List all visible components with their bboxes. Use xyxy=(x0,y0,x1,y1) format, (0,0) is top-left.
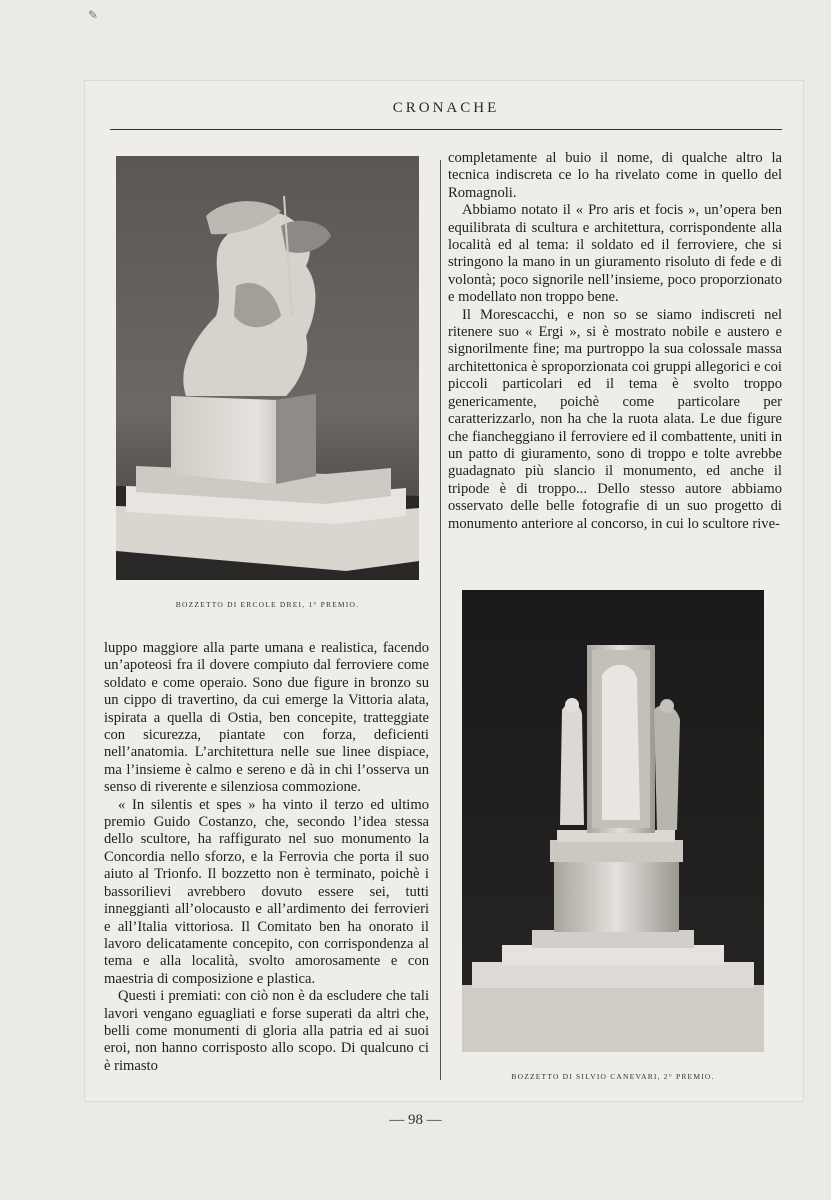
paragraph: completamente al buio il nome, di qualche altro la tecnica indiscreta ce lo ha rivelato come in quello del Romagnoli. xyxy=(448,150,782,201)
paragraph: Il Morescacchi, e non so se siamo indiscreti nel ritenere suo « Ergi », si è mostrato nobile e austero e signorilmente fine; ma purtroppo la sua colossale massa architettonica è sproporzionata coi gruppi allegorici e coi piccoli particolari ed il tema è svolto troppo genericamente, poichè come particolare per caratterizzarlo, non ha che la ruota alata. Le due figure che fiancheggiano il ferroviere ed il combattente, uniti in un patto di giuramento, sono di troppo e tolte avrebbe guadagnato più slancio il monumento, ed anche il tripode è di troppo... Dello stesso autore abbiamo osservato delle belle fotografie di un suo progetto di monumento anteriore al concorso, in cui lo scultore rive- xyxy=(448,306,782,532)
corner-mark-icon: ✎ xyxy=(88,8,99,22)
page-number: — 98 — xyxy=(389,1112,442,1128)
figure-canevari-caption: BOZZETTO DI SILVIO CANEVARI, 2° PREMIO. xyxy=(511,1072,715,1081)
left-column-text xyxy=(104,640,429,1075)
paragraph: « In silentis et spes » ha vinto il terzo ed ultimo premio Guido Costanzo, che, secondo l’idea stessa dello scultore, ha raffigurato nel suo monumento la Concordia nello sforzo, e la Ferrovia che porta il suo aiuto al Trionfo. Il bozzetto non è terminato, poichè i bassorilievi avrebbero dovuto essere sei, tutti inneggianti all’olocausto e all’ardimento dei ferrovieri e all’Italia vittoriosa. Il Comitato ben ha onorato il lavoro delicatamente concepito, con corrispondenza al tema e alla località, svolto amorosamente e con maestria di composizione e plastica. xyxy=(104,796,429,987)
header-rule xyxy=(110,129,782,130)
figure-drei-caption: BOZZETTO DI ERCOLE DREI, 1° PREMIO. xyxy=(175,600,360,609)
paragraph: Questi i premiati: con ciò non è da escludere che tali lavori vengano eguagliati e forse superati da altri che, belli come monumenti di gloria alla patria ed ai suoi eroi, non hanno corrisposto allo scopo. Di qualcuno ci è rimasto xyxy=(104,988,429,1074)
sculpture-drei-image xyxy=(116,156,419,580)
page-header: CRONACHE xyxy=(392,100,500,116)
sculpture-canevari-image xyxy=(462,590,764,1052)
paragraph: luppo maggiore alla parte umana e realistica, facendo un’apoteosi fra il dovere compiuto dal ferroviere come soldato e come operaio. Sono due figure in bronzo su un cippo di travertino, da cui emerge la Vittoria alata, ispirata a quella di Ostia, ben concepite, tratteggiate con sicurezza, piantate con forza, deficienti nell’anatomia. L’architettura nelle sue linee dispiace, ma l’insieme è calmo e sereno e dà in chi l’osserva un senso di riverente e silenziosa commozione. xyxy=(104,640,429,796)
figure-drei-photo xyxy=(116,156,419,580)
right-column-text xyxy=(448,150,782,533)
paragraph: Abbiamo notato il « Pro aris et focis », un’opera ben equilibrata di scultura e architettura, corrispondente alla località ed al tema: il soldato ed il ferroviere, che si stringono la mano in un giuramento risoluto di fede e di volontà; poco signorile nell’insieme, poco proporzionato e modellato non troppo bene. xyxy=(448,202,782,306)
column-divider xyxy=(440,160,441,1080)
figure-canevari-photo xyxy=(462,590,764,1052)
